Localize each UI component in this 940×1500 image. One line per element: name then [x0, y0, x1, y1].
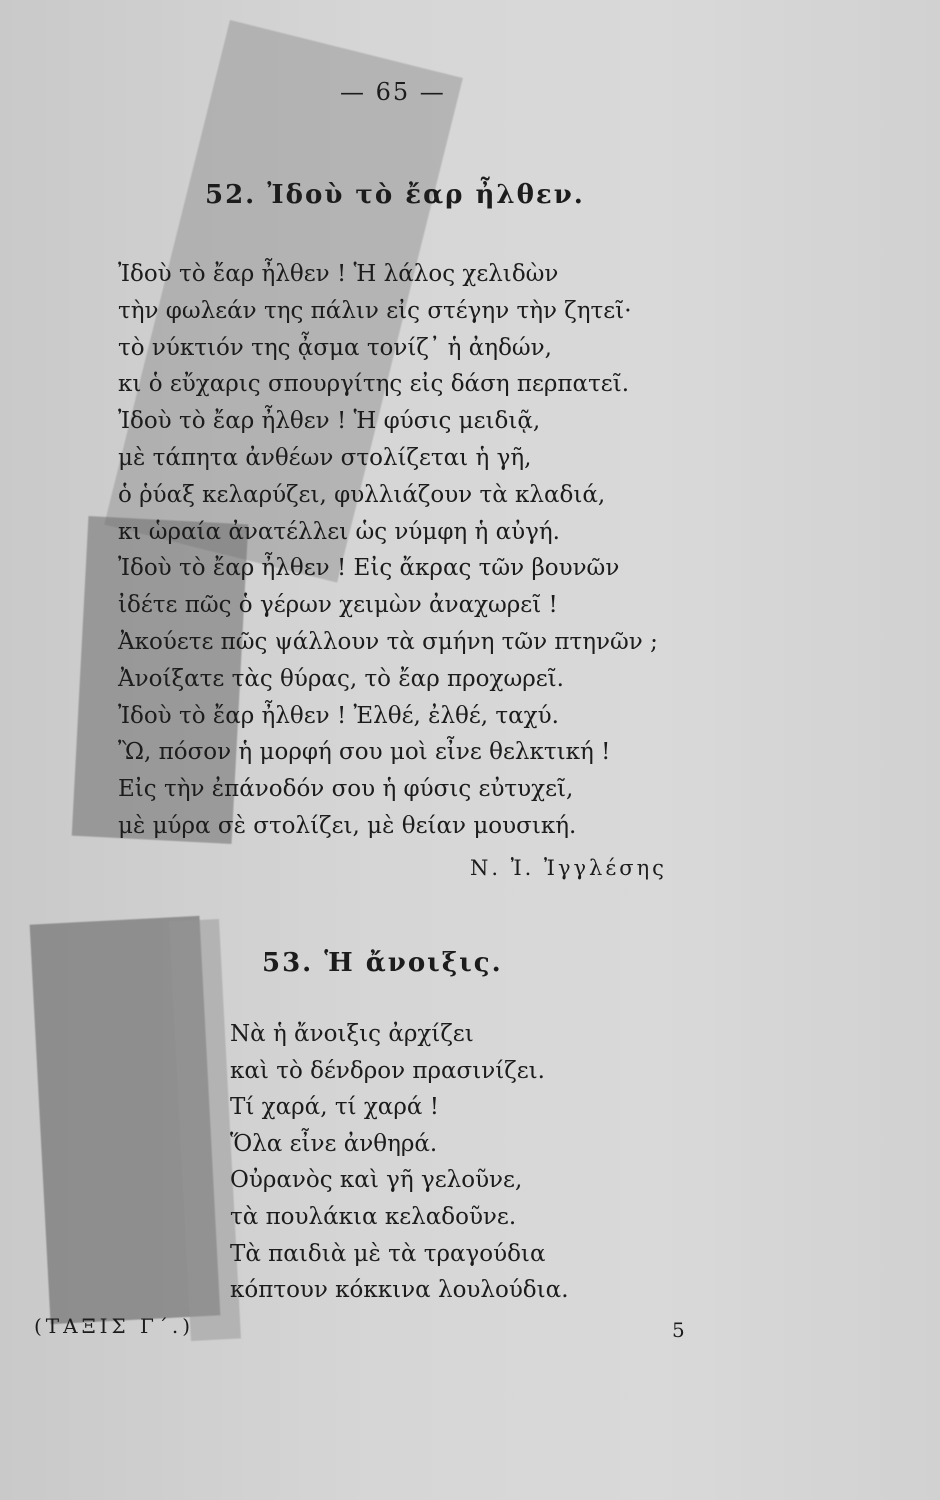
- poem-line: Εἰς τὴν ἐπάνοδόν σου ἡ φύσις εὐτυχεῖ,: [118, 776, 574, 803]
- footer-signature-number: 5: [672, 1318, 685, 1342]
- poem-line: Ἰδοὺ τὸ ἔαρ ἦλθεν ! Ἡ λάλος χελιδὼν: [118, 261, 559, 287]
- poem-line: κι ὁ εὔχαρις σπουργίτης εἰς δάση περπατεῖ.: [118, 371, 630, 398]
- poem-line: Τὰ παιδιὰ μὲ τὰ τραγούδια: [230, 1240, 546, 1267]
- poem-line: Νὰ ἡ ἄνοιξις ἀρχίζει: [230, 1021, 474, 1047]
- poem-line: Ἀνοίξατε τὰς θύρας, τὸ ἔαρ προχωρεῖ.: [118, 665, 564, 692]
- poem-title-52: 52. Ἰδοὺ τὸ ἔαρ ἦλθεν.: [205, 180, 585, 210]
- poem-line: τὰ πουλάκια κελαδοῦνε.: [230, 1203, 517, 1230]
- poem-line: Ἰδοὺ τὸ ἔαρ ἦλθεν ! Ἐλθέ, ἐλθέ, ταχύ.: [118, 702, 559, 729]
- poem-line: ὁ ῥύαξ κελαρύζει, φυλλιάζουν τὰ κλαδιά,: [118, 481, 606, 508]
- poem-line: καὶ τὸ δένδρον πρασινίζει.: [230, 1057, 545, 1084]
- poem-line: μὲ τάπητα ἀνθέων στολίζεται ἡ γῆ,: [118, 444, 532, 471]
- poem-line: ἰδέτε πῶς ὁ γέρων χειμὼν ἀναχωρεῖ !: [118, 592, 558, 619]
- poem-line: Ἰδοὺ τὸ ἔαρ ἦλθεν ! Ἡ φύσις μειδιᾷ,: [118, 408, 541, 435]
- poem-line: κόπτουν κόκκινα λουλούδια.: [230, 1277, 569, 1304]
- poem-line: Ὢ, πόσον ἡ μορφή σου μοὶ εἶνε θελκτική !: [118, 739, 611, 766]
- poem-line: Ὅλα εἶνε ἀνθηρά.: [230, 1130, 438, 1157]
- poem-title-53: 53. Ἡ ἄνοιξις.: [262, 948, 503, 978]
- footer-class-label: (ΤΑΞΙΣ Γ΄.): [34, 1314, 195, 1338]
- page-number-top: — 65 —: [340, 78, 446, 106]
- poem-52-lines: [118, 256, 658, 845]
- poem-line: μὲ μύρα σὲ στολίζει, μὲ θείαν μουσική.: [118, 812, 577, 839]
- poem-line: Οὐρανὸς καὶ γῆ γελοῦνε,: [230, 1167, 523, 1194]
- poem-line: Ἀκούετε πῶς ψάλλουν τὰ σμήνη τῶν πτηνῶν ;: [118, 628, 658, 655]
- poem-line: τὸ νύκτιόν της ᾆσμα τονίζ᾽ ἡ ἀηδών,: [118, 334, 552, 361]
- poem-line: Ἰδοὺ τὸ ἔαρ ἦλθεν ! Εἰς ἄκρας τῶν βουνῶν: [118, 555, 620, 582]
- poem-author: Ν. Ἰ. Ἰγγλέσης: [470, 856, 667, 880]
- poem-line: τὴν φωλεάν της πάλιν εἰς στέγην τὴν ζητεῖ·: [118, 297, 632, 324]
- poem-line: Τί χαρά, τί χαρά !: [230, 1094, 439, 1121]
- poem-53-lines: [230, 1016, 569, 1309]
- poem-line: κι ὡραία ἀνατέλλει ὡς νύμφη ἡ αὐγή.: [118, 518, 560, 545]
